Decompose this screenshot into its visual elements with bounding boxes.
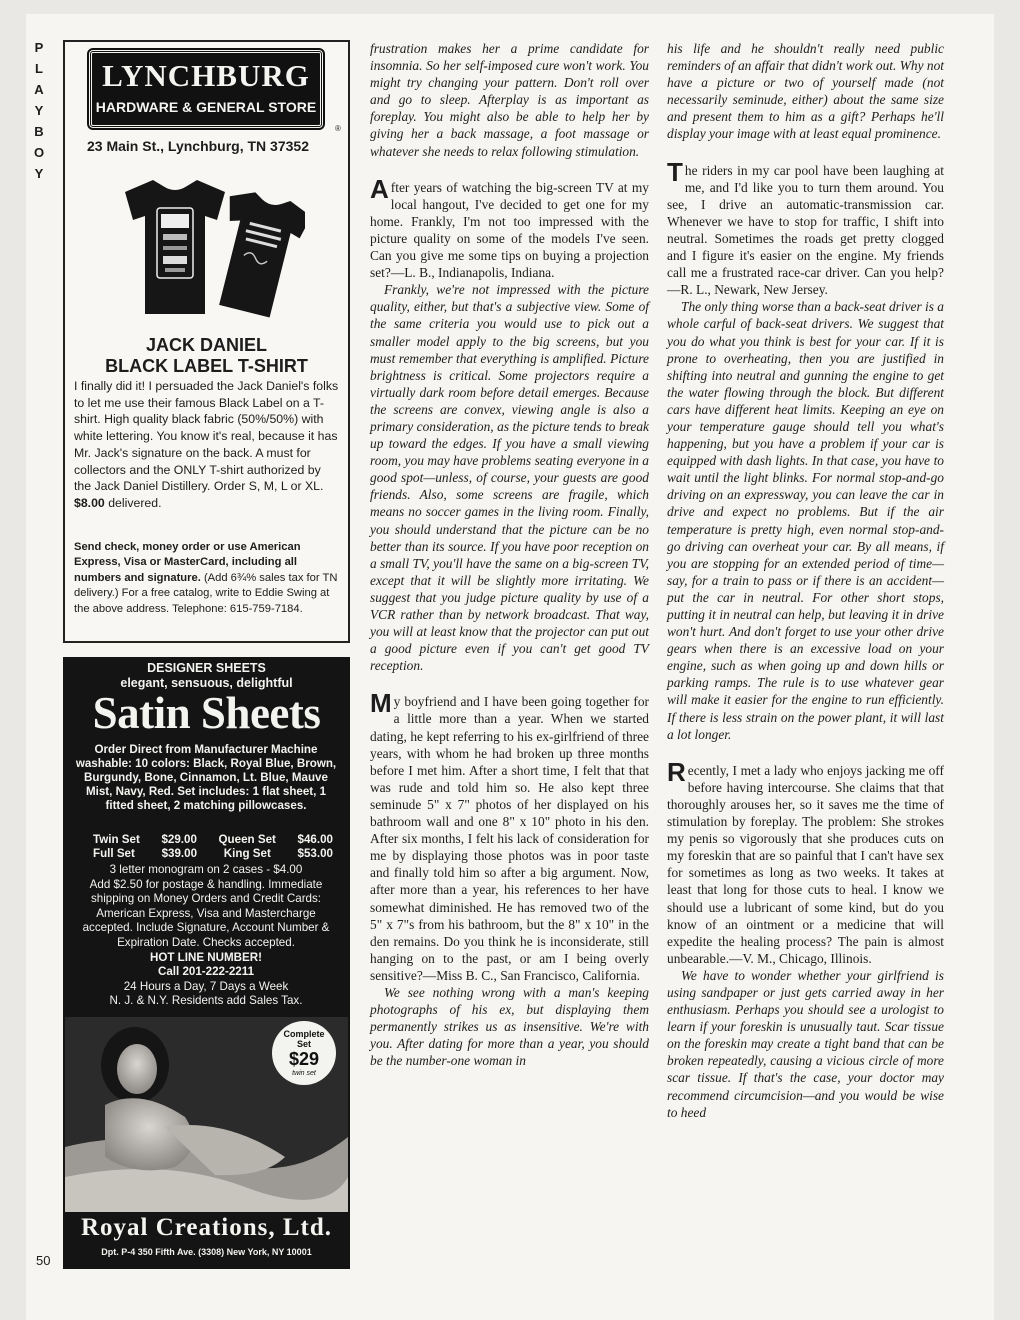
complete-set-badge [272, 1021, 336, 1085]
store-address: 23 Main St., Lynchburg, TN 37352 [87, 138, 309, 154]
price-value: $53.00 [297, 847, 333, 860]
sales-tax-note: N. J. & N.Y. Residents add Sales Tax. [109, 994, 303, 1008]
answer-paragraph: frustration makes her a prime candidate for insomnia. So her self-imposed cure won't work. You might try changing your pattern. Don't roll over and go to sleep. Afterplay is as important as foreplay. You might also be able to help her by giving her a back massage, a foot massage or whatever she needs to relax following stimulation. [370, 41, 649, 159]
article-column-middle [370, 40, 649, 1069]
hotline-hours: 24 Hours a Day, 7 Days a Week [123, 979, 289, 993]
question-paragraph [370, 173, 649, 282]
badge-small: twin set [292, 1070, 316, 1077]
mag-letter: L [35, 61, 43, 76]
hotline-number: Call 201-222-2211 [157, 965, 255, 979]
question-paragraph [667, 156, 944, 299]
price-grid [93, 833, 333, 861]
order-info [74, 540, 340, 617]
answer-paragraph: The only thing worse than a back-seat driver is a whole carful of back-seat drivers. We suggest that you do what you think is best for your car. If it is prone to overheating, then you are justified in shifting into neutral and gunning the engine to get the water flowing through the block. But different cars have different heat limits. Keeping an eye on your temperature gauge should tell you what's happening, but you have a problem if your car is equipped with dash lights. In that case, you have to wait until the light blinks. For normal stop-and-go driving on an expressway, you can leave the car in drive and expect no problems. But if the air temperature is pretty high, even normal stop-and-go driving can overheat your car. By all means, if you are stopping for an extended period of time—say, for a train to pass or if there is an accident—put the car in neutral. For other short stops, putting it in neutral can help, but leaving it in drive won't hurt. And don't forget to use your other drive gears when there is an excessive load on your engine, such as when going up and down hills or parking ramps. The rule is to use whatever gear will make it easier for the engine to run efficiently. If there is less strain on the power plant, it will last a lot longer. [667, 299, 944, 742]
price-row [93, 833, 333, 847]
badge-line1: Complete [283, 1029, 325, 1039]
answer-paragraph: We have to wonder whether your girlfriend is using sandpaper or just gets carried away in her enthusiasm. Perhaps you should see a urologist to learn if your foreskin is unusually taut. Scar tissue on the foreskin may create a tight band that can be broken repeatedly, causing a vicious circle of more scar tissue. If that's the case, your doctor may recommend circumcision—and you would be wise to heed [667, 967, 944, 1120]
drop-cap: M [370, 688, 392, 719]
price-value: $29.00 [161, 833, 197, 846]
order-info-rest: (Add 6¾% sales tax for TN delivery.) For a free catalog, write to Eddie Swing at the above address. Telephone: 615-759-7184. [74, 571, 338, 615]
price-label: Twin Set [93, 833, 140, 846]
drop-cap: A [370, 173, 389, 204]
store-logo [89, 50, 323, 128]
mag-letter: Y [34, 166, 44, 181]
shirt-body-end: delivered. [108, 495, 162, 510]
price-value: $46.00 [297, 833, 333, 846]
satin-tagline-line1: DESIGNER SHEETS [147, 661, 266, 675]
answer-paragraph: We see nothing wrong with a man's keeping photographs of his ex, but displaying them permanently strikes us as insensitive. We're with you. After dating for more than a year, you should be the number-one woman in [370, 984, 649, 1069]
satin-tagline-line2: elegant, sensuous, delightful [120, 676, 293, 690]
question-text: y boyfriend and I have been going together for a little more than a year. When we started dating, he kept referring to his ex-girlfriend of three years, with whom he had broken up three months before I met him. After a short time, I felt that that was rude and told him so. He also kept three seminude 5" x 7" photos of her displayed on his bathroom wall and one 8" x 10" photo in his den. After six months, I felt his lack of consideration for me by displaying those photos was in poor taste and finally told him so after a big argument. Now, after more than a year, his references to her have somewhat diminished. He has removed two of the 5" x 7"s from his bathroom, but the 8" x 10" in the den remains. Do you think he is inconsiderate, still hanging on to the past, or am I being overly sensitive?—Miss B. C., San Francisco, California. [370, 694, 649, 983]
monogram-offer: 3 letter monogram on 2 cases - $4.00 [109, 863, 303, 876]
brand-name: Royal Creations, Ltd. [80, 1214, 333, 1241]
article-column-right [667, 40, 944, 1121]
question-paragraph [370, 688, 649, 984]
satin-tagline [63, 661, 350, 691]
mag-letter: P [34, 40, 44, 55]
price-label: King Set [223, 847, 271, 860]
jack-daniel-ad [63, 40, 350, 643]
question-text: he riders in my car pool have been laughing at me, and I'd like you to turn them around. You see, I drive an automatic-transmission car. Whenever we have to stop for traffic, I shift into neutral. Sometimes the roads get pretty clogged and I figure it's easier on the engine. My friends call me a frustrated race-car driver. Can you help?—R. L., Newark, New Jersey. [667, 162, 944, 298]
order-info-bold: Send check, money order or use American Express, Visa or MasterCard, including all numbers and signature. [74, 541, 301, 584]
mag-letter: O [33, 145, 45, 160]
shirt-title [65, 335, 348, 377]
answer-paragraph: his life and he shouldn't really need public reminders of an affair that didn't work out. Why not have a picture or two of yourself made (not necessarily seminude, either) about the same size and present them to him as a gift? Perhaps he'll display your image with at least equal prominence. [667, 41, 944, 142]
magazine-name-vertical [28, 40, 50, 182]
hotline-label: HOT LINE NUMBER! [149, 950, 263, 964]
price-value: $39.00 [161, 847, 198, 860]
price-label: Full Set [93, 847, 135, 860]
drop-cap: R [667, 756, 686, 787]
mag-letter: B [34, 124, 44, 139]
store-name: LYNCHBURG [102, 58, 310, 93]
page-number: 50 [36, 1253, 51, 1268]
drop-cap: T [667, 156, 683, 187]
satin-ordering [71, 863, 341, 1009]
price-row [93, 847, 333, 861]
shirt-title-line2: BLACK LABEL T-SHIRT [105, 356, 308, 376]
brand-address: Dpt. P-4 350 Fifth Ave. (3308) New York, NY 10001 [101, 1247, 312, 1257]
shirt-description [74, 378, 340, 512]
answer-paragraph: Frankly, we're not impressed with the picture quality, either, but that's a subjective view. Some of the same criteria you would use to pick out a smaller model apply to the big screens, but you must remember that everything is amplified. Picture brightness is critical. Some projectors require a virtually dark room before detail emerges. Because the screens are convex, viewing angle is also a primary consideration, as the picture tends to break up toward the edges. If you have a small viewing room, you may have problems seating everyone in a good spot—unless, of course, your guests are good friends. Also, some screens are fragile, which means no soccer games in the living room. Finally, you should understand that the picture can be no better than its source. If you have poor reception on a small TV, you'll have the same on a big-screen TV, except that it will be slightly more irritating. We suggest that you judge picture quality by use of a VCR rather than by network broadcast. That way, you will at least know that the projector can put out a good picture even if you can't get good TV reception. [370, 282, 649, 674]
question-text: fter years of watching the big-screen TV at my local hangout, I've decided to get one for my home. Frankly, I'm not too impressed with the picture quality on some of the models I've seen. Can you give me some tips on buying a projection set?—L. B., Indianapolis, Indiana. [370, 179, 649, 281]
badge-price: $29 [288, 1049, 320, 1069]
badge-line2: Set [296, 1039, 311, 1049]
satin-details: Order Direct from Manufacturer Machine washable: 10 colors: Black, Royal Blue, Brown, Burgundy, Bone, Cinnamon, Lt. Blue, Mauve Mist, Navy, Red. Set includes: 1 flat sheet, 1 fitted sheet, 2 matching pillowcases. [75, 743, 337, 813]
satin-title: Satin Sheets [92, 688, 321, 738]
store-subtitle: HARDWARE & GENERAL STORE [95, 99, 317, 115]
mag-letter: A [34, 82, 44, 97]
shirt-price: $8.00 [74, 495, 105, 510]
question-paragraph [667, 756, 944, 967]
satin-sheets-ad [63, 657, 350, 1269]
shirt-title-line1: JACK DANIEL [145, 335, 267, 355]
price-label: Queen Set [218, 833, 276, 846]
tshirt-illustration [105, 172, 305, 322]
registered-mark: ® [335, 124, 341, 133]
question-text: ecently, I met a lady who enjoys jacking me off before having intercourse. She claims that that thoroughly arouses her, so it saves me the time of stimulation by foreplay. The problem: She strokes my penis so vigorously that she produces cuts on my foreskin that are so painful that I can't have sex for sometimes as long as two weeks. It takes at least that long for those cuts to heal. I know we should use a lubricant of some kind, but do you know of an ointment or a medicine that will expedite the healing process? The pain is almost unbearable.—V. M., Chicago, Illinois. [667, 762, 944, 966]
tshirt-front-icon [125, 180, 225, 314]
mag-letter: Y [34, 103, 44, 118]
shirt-body-text: I finally did it! I persuaded the Jack Daniel's folks to let me use their famous Black Label on a T-shirt. High quality black fabric (50%/50%) with white lettering. You know it's real, because it has Mr. Jack's signature on the back. A must for collectors and the ONLY T-shirt authorized by the Jack Daniel Distillery. Order S, M, L or XL. [74, 379, 339, 494]
shipping-info: Add $2.50 for postage & handling. Immediate shipping on Money Orders and Credit Cards: American Express, Visa and Mastercharge accepted. Include Signature, Account Number & Expiration Date. Checks accepted. [82, 877, 330, 949]
